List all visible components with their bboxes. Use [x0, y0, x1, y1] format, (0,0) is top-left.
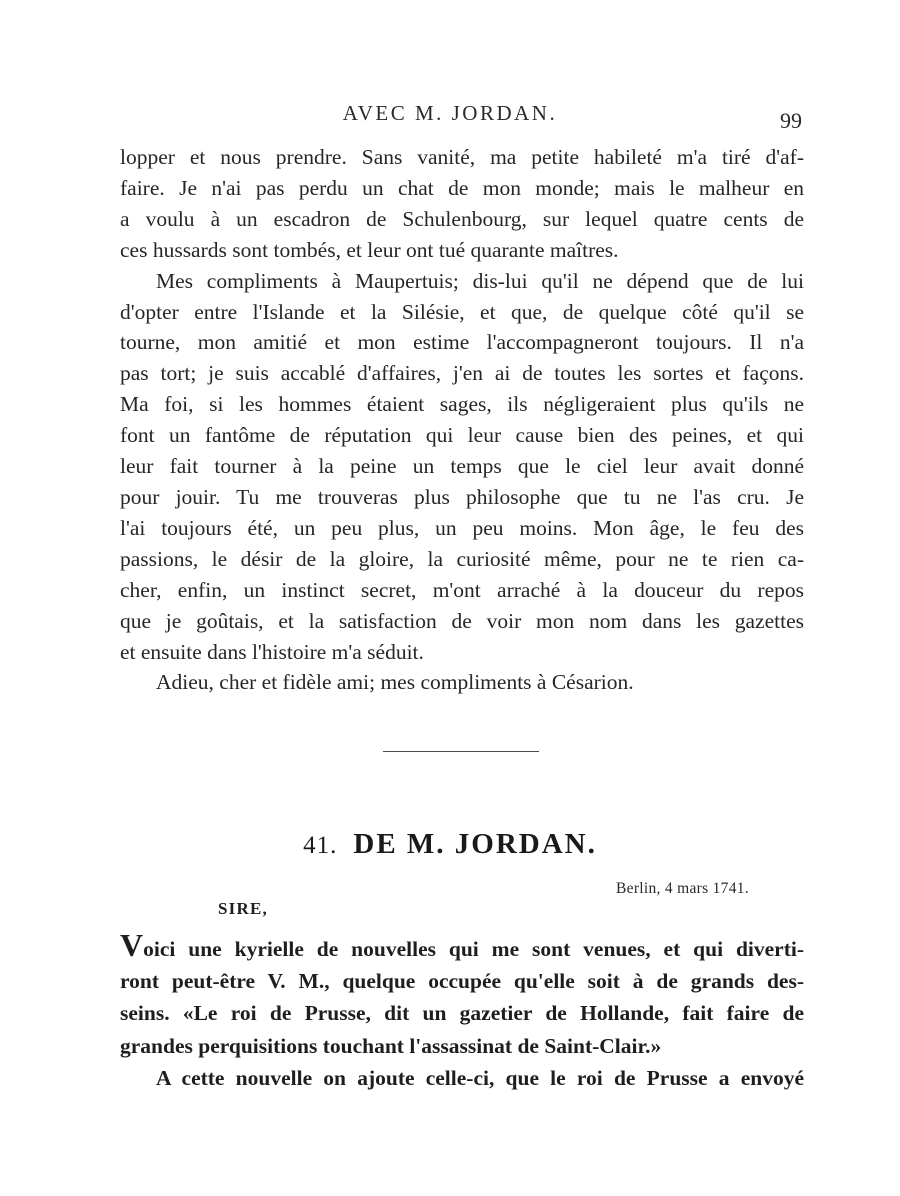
text-line: Ma foi, si les hommes étaient sages, ils négligeraient plus qu'ils ne: [120, 392, 804, 417]
text-line: A cette nouvelle on ajoute celle-ci, que le roi de Prusse a envoyé: [156, 1065, 804, 1090]
letter-salutation: SIRE,: [218, 899, 268, 918]
text-line: cher, enfin, un instinct secret, m'ont arraché à la douceur du repos: [120, 577, 804, 602]
closing-line: Adieu, cher et fidèle ami; mes compliments à Césarion.: [156, 670, 634, 695]
text-line: que je goûtais, et la satisfaction de voir mon nom dans les gazettes: [120, 608, 804, 633]
text-line: lopper et nous prendre. Sans vanité, ma petite habileté m'a tiré d'af-: [120, 145, 804, 169]
page-number: 99: [780, 108, 802, 133]
text-line: et ensuite dans l'histoire m'a séduit.: [120, 639, 424, 664]
text-line: faire. Je n'ai pas perdu un chat de mon monde; mais le malheur en: [120, 175, 804, 200]
letter-body-continued: [120, 142, 804, 698]
running-head: AVEC M. JORDAN.: [342, 101, 558, 125]
text-line: [120, 929, 804, 965]
text-line: tourne, mon amitié et mon estime l'accompagneront toujours. Il n'a: [120, 330, 804, 355]
letter-body: [120, 929, 804, 1094]
letter-title: DE M. JORDAN.: [353, 828, 597, 860]
text-line: seins. «Le roi de Prusse, dit un gazetier de Hollande, fait faire de: [120, 1001, 804, 1026]
text-line: leur fait tourner à la peine un temps que le ciel leur avait donné: [120, 454, 804, 479]
text-line-rest: oici une kyrielle de nouvelles qui me sont venues, et qui diverti-: [143, 937, 804, 961]
text-line: ces hussards sont tombés, et leur ont tué quarante maîtres.: [120, 237, 619, 262]
text-line: passions, le désir de la gloire, la curiosité même, pour ne te rien ca-: [120, 546, 804, 571]
letter-number: 41.: [303, 832, 338, 859]
text-line: grandes perquisitions touchant l'assassinat de Saint-Clair.»: [120, 1033, 662, 1058]
text-line: pas tort; je suis accablé d'affaires, j'en ai de toutes les sortes et façons.: [120, 361, 804, 386]
section-divider: [383, 751, 539, 752]
letter-heading: [0, 828, 900, 861]
text-line: font un fantôme de réputation qui leur cause bien des peines, et qui: [120, 423, 804, 448]
text-line: l'ai toujours été, un peu plus, un peu moins. Mon âge, le feu des: [120, 515, 804, 540]
text-line: a voulu à un escadron de Schulenbourg, sur lequel quatre cents de: [120, 206, 804, 231]
text-line: pour jouir. Tu me trouveras plus philosophe que tu ne l'as cru. Je: [120, 484, 804, 509]
letter-dateline: Berlin, 4 mars 1741.: [616, 880, 749, 897]
text-line: d'opter entre l'Islande et la Silésie, et que, de quelque côté qu'il se: [120, 299, 804, 324]
text-line: Mes compliments à Maupertuis; dis-lui qu'il ne dépend que de lui: [156, 268, 804, 293]
drop-cap: V: [120, 927, 144, 963]
text-line: ront peut-être V. M., quelque occupée qu'elle soit à de grands des-: [120, 969, 804, 994]
